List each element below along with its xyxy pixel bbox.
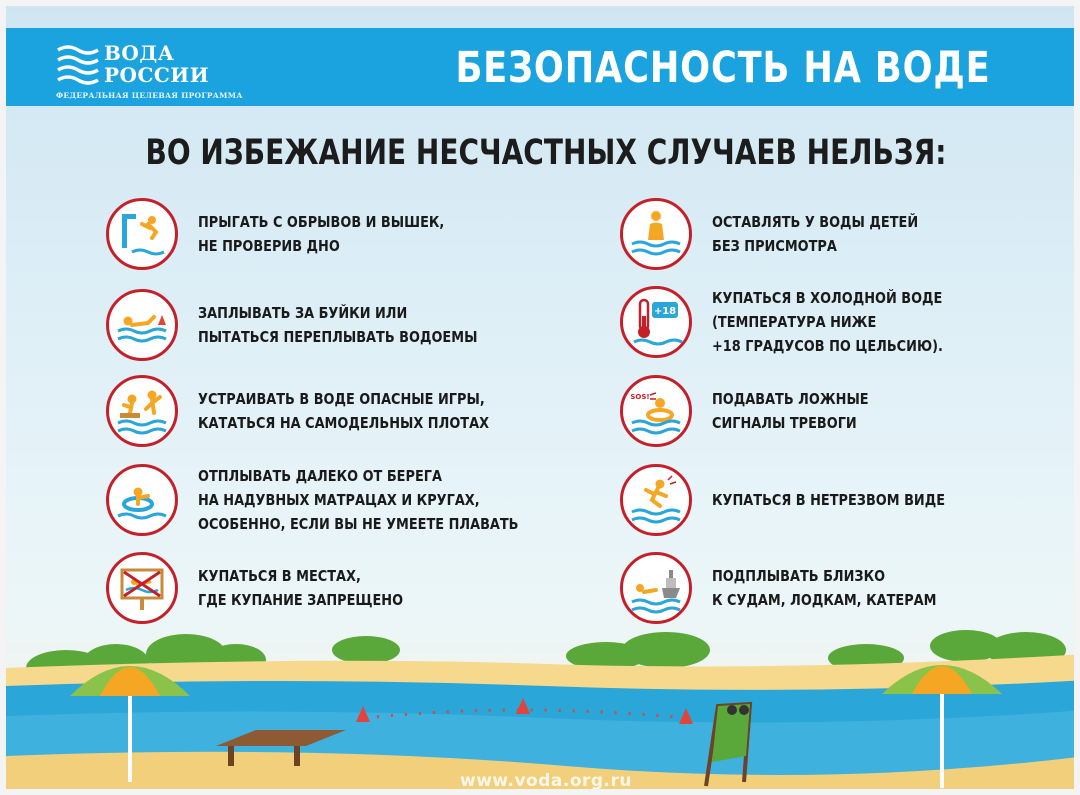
diving-icon [106,198,178,270]
subtitle: ВО ИЗБЕЖАНИЕ НЕСЧАСТНЫХ СЛУЧАЕВ НЕЛЬЗЯ: [145,133,947,173]
child-alone-icon [620,198,692,270]
sos-signal-icon [620,375,692,447]
rule-text: ПРЫГАТЬ С ОБРЫВОВ И ВЫШЕК, НЕ ПРОВЕРИВ ДНО [198,213,445,255]
rule-text: ПОДПЛЫВАТЬ БЛИЗКО К СУДАМ, ЛОДКАМ, КАТЕРАМ [712,567,937,609]
footer-url: www.voda.org.ru [459,771,633,791]
wave-logo-icon [56,42,100,86]
rule-text: ЗАПЛЫВАТЬ ЗА БУЙКИ ИЛИ ПЫТАТЬСЯ ПЕРЕПЛЫВАТЬ ВОДОЕМЫ [198,304,478,346]
rule-item [620,198,952,270]
rule-text: УСТРАИВАТЬ В ВОДЕ ОПАСНЫЕ ИГРЫ, КАТАТЬСЯ НА САМОДЕЛЬНЫХ ПЛОТАХ [198,390,490,432]
thermometer-icon [620,286,692,358]
sos-label: SOS! [630,393,650,401]
inflatable-ring-icon [106,464,178,536]
rule-text: КУПАТЬСЯ В ХОЛОДНОЙ ВОДЕ (ТЕМПЕРАТУРА НИЖЕ +18 ГРАДУСОВ ПО ЦЕЛЬСИЮ). [712,289,943,355]
rule-text: ОСТАВЛЯТЬ У ВОДЫ ДЕТЕЙ БЕЗ ПРИСМОТРА [712,213,919,255]
rule-item [620,286,980,358]
rule-item [106,198,484,270]
swimmer-buoy-icon [106,289,178,361]
rule-text: ОТПЛЫВАТЬ ДАЛЕКО ОТ БЕРЕГА НА НАДУВНЫХ МАТРАЦАХ И КРУГАХ, ОСОБЕННО, ЕСЛИ ВЫ НЕ УМЕЕТЕ ПЛАВАТЬ [198,467,519,533]
beach-scene [6,606,1080,795]
rule-text: КУПАТЬСЯ В НЕТРЕЗВОМ ВИДЕ [712,491,946,509]
rule-text: ПОДАВАТЬ ЛОЖНЫЕ СИГНАЛЫ ТРЕВОГИ [712,390,869,432]
rule-item [106,464,571,536]
logo-text-line1: ВОДА [104,41,175,65]
logo [52,36,312,102]
main-title: БЕЗОПАСНОСТЬ НА ВОДЕ [454,43,990,93]
logo-text-line2: РОССИИ [104,63,210,87]
rule-item [106,375,536,447]
rule-item [106,289,523,361]
rule-item [620,375,894,447]
raft-play-icon [106,375,178,447]
header-bar [6,28,1080,106]
rule-text: КУПАТЬСЯ В МЕСТАХ, ГДЕ КУПАНИЕ ЗАПРЕЩЕНО [198,567,404,609]
rule-item [620,464,983,536]
logo-subtext: ФЕДЕРАЛЬНАЯ ЦЕЛЕВАЯ ПРОГРАММА [56,91,243,100]
drunk-swimmer-icon [620,464,692,536]
thermometer-label: +18 [653,306,677,317]
